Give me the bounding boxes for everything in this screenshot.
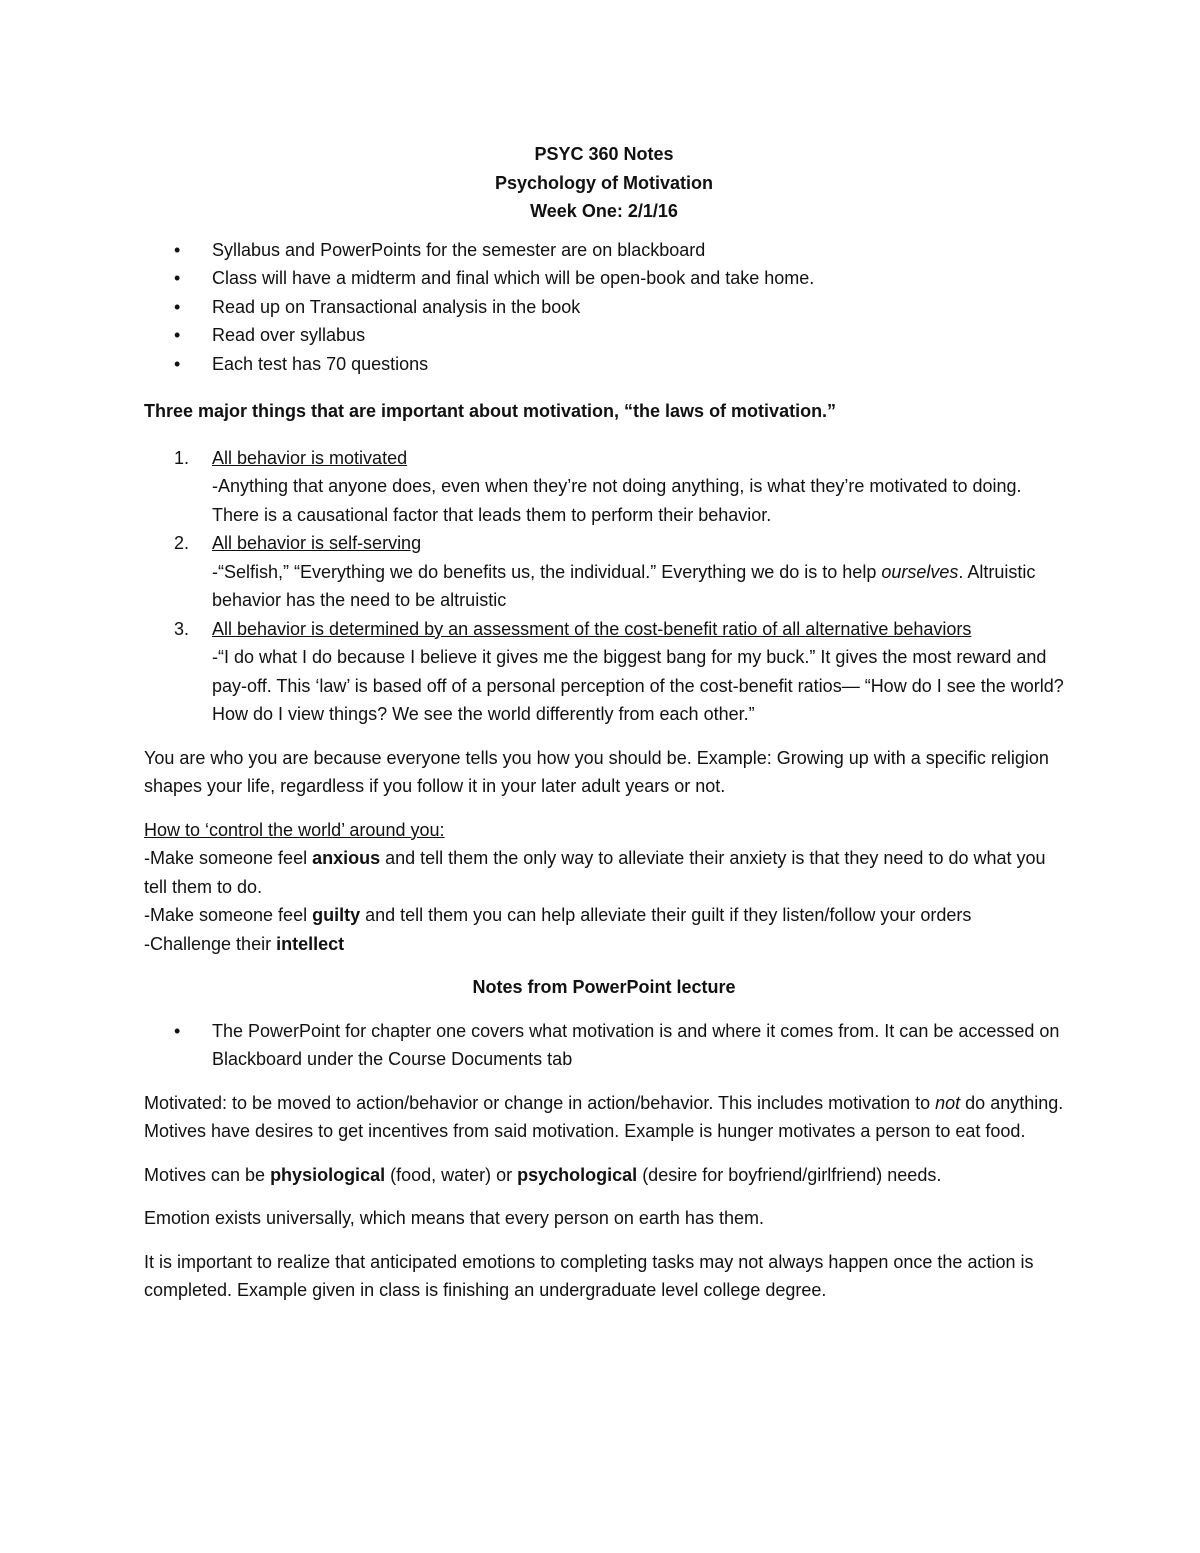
law-body: -“I do what I do because I believe it gives me the biggest bang for my buck.” It gives the most reward and pay-off. This ‘law’ is based off of a personal perception of the cost-benefit ratios— “How do I see the world? How do I view things? We see the world differently from each other.” (212, 647, 1064, 724)
list-item: • Read over syllabus (144, 321, 1064, 350)
law-number: 3. (174, 618, 190, 639)
course-title: PSYC 360 Notes (534, 144, 674, 164)
ppt-bullet-list (144, 1017, 1064, 1074)
law-body-emphasis: ourselves (881, 561, 959, 582)
control-heading: How to ‘control the world’ around you: (144, 819, 445, 840)
bullet-icon: • (174, 239, 181, 260)
bullet-icon: • (174, 1020, 181, 1041)
law-item (144, 529, 1064, 615)
bullet-icon: • (174, 268, 181, 288)
list-item: • Read up on Transactional analysis in the book (144, 293, 1064, 322)
law-title: All behavior is determined by an assessment of the cost-benefit ratio of all alternative behaviors (212, 618, 972, 639)
law-number: 1. (174, 447, 190, 468)
top-bullet-list (144, 236, 1064, 379)
list-item: • Class will have a midterm and final which will be open-book and take home. (144, 264, 1064, 293)
document-body (144, 140, 1064, 1305)
week-title: Week One: 2/1/16 (530, 201, 678, 221)
law-title: All behavior is self-serving (212, 533, 422, 553)
law-body: -Anything that anyone does, even when they’re not doing anything, is what they’re motivated to doing. There is a causational factor that leads them to perform their behavior. (212, 476, 1022, 525)
list-item: • The PowerPoint for chapter one covers what motivation is and where it comes from. It can be accessed on Blackboard under the Course Documents tab (144, 1017, 1064, 1074)
anticipated-emotions-paragraph: It is important to realize that anticipated emotions to completing tasks may not always happen once the action is completed. Example given in class is finishing an undergraduate level college degree. (144, 1251, 1034, 1300)
law-item (144, 615, 1064, 729)
law-number: 2. (174, 533, 190, 553)
list-item: • Syllabus and PowerPoints for the semester are on blackboard (144, 236, 1064, 265)
control-line: -Make someone feel guilty and tell them you can help alleviate their guilt if they listen/follow your orders (144, 905, 972, 925)
motives-desires: Motives have desires to get incentives from said motivation. Example is hunger motivates a person to eat food. (144, 1121, 1026, 1141)
law-title: All behavior is motivated (212, 447, 408, 468)
who-you-are-paragraph: You are who you are because everyone tells you how you should be. Example: Growing up with a specific religion shapes your life, regardless if you follow it in your later adult years or not. (144, 747, 1049, 796)
subject-title: Psychology of Motivation (494, 172, 713, 193)
control-section (144, 816, 1064, 959)
emotion-paragraph: Emotion exists universally, which means that every person on earth has them. (144, 1208, 764, 1228)
bullet-icon: • (174, 353, 181, 374)
law-item (144, 444, 1064, 530)
list-item: • Each test has 70 questions (144, 350, 1064, 379)
laws-list (144, 444, 1064, 729)
bullet-icon: • (174, 325, 181, 345)
control-line: -Make someone feel anxious and tell them the only way to alleviate their anxiety is that they need to do what you tell them to do. (144, 848, 1046, 897)
law-body-part: -“Selfish,” “Everything we do benefits us, the individual.” Everything we do is to help (212, 561, 882, 582)
ppt-heading: Notes from PowerPoint lecture (472, 977, 736, 997)
bullet-icon: • (174, 296, 181, 317)
motivated-definition: Motivated: to be moved to action/behavior or change in action/behavior. This includes motivation to not do anything. (144, 1092, 1064, 1113)
law-body-part: . Altruistic behavior has the need to be altruistic (212, 561, 1036, 610)
control-line: -Challenge their intellect (144, 933, 345, 954)
laws-heading: Three major things that are important about motivation, “the laws of motivation.” (144, 401, 837, 421)
motives-types: Motives can be physiological (food, water) or psychological (desire for boyfriend/girlfriend) needs. (144, 1164, 942, 1185)
